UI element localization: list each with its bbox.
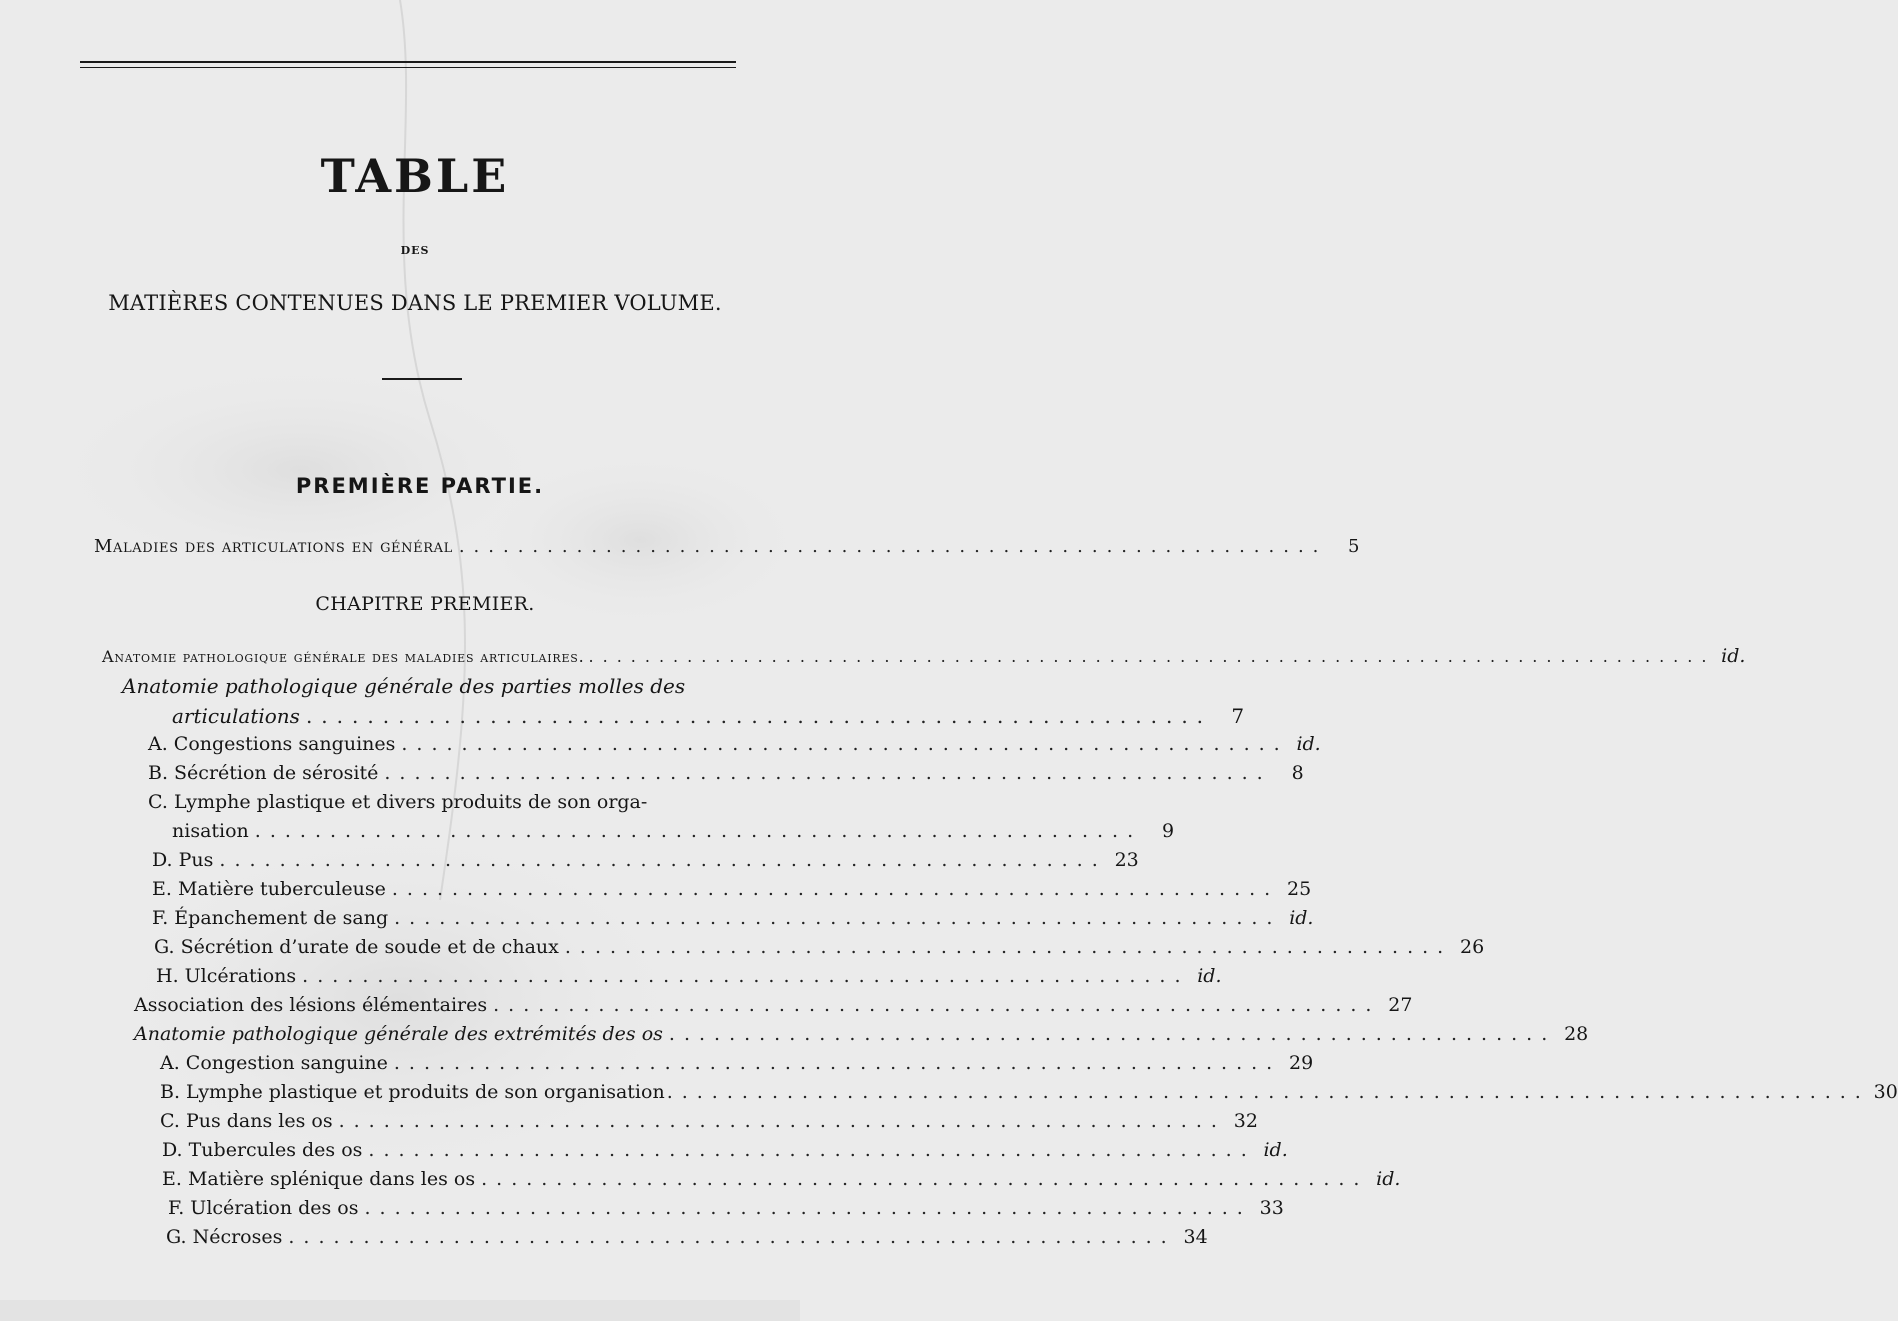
- leader-dots: ...........................................................: [288, 1226, 1176, 1248]
- leader-dots: ...........................................................: [493, 994, 1381, 1016]
- entry-page: 27: [1388, 994, 1413, 1016]
- leader-dots: ...........................................................: [668, 1023, 1557, 1045]
- toc-entry: [134, 1023, 1589, 1045]
- entry-page: 29: [1289, 1052, 1314, 1074]
- entry-label: Anatomie pathologique générale des extrémités des os: [134, 1023, 663, 1045]
- entry-page: 28: [1564, 1023, 1589, 1045]
- entry-page: 9: [1162, 820, 1175, 842]
- entry-label: A. Congestion sanguine: [160, 1052, 388, 1074]
- leader-dots: ...........................................................: [302, 965, 1190, 987]
- soft-parts-heading-line2: articulations: [172, 704, 300, 728]
- toc-entry: [134, 994, 1413, 1016]
- entry-label: E. Matière tuberculeuse: [152, 878, 386, 900]
- entry-label: G. Nécroses: [166, 1226, 283, 1248]
- leader-dots: ...........................................................: [394, 907, 1282, 929]
- top-rule: [80, 61, 736, 63]
- leader-dots: ...........................................................: [401, 733, 1289, 755]
- entry-label: E. Matière splénique dans les os: [162, 1168, 476, 1190]
- leader-dots: ................................................................................: [666, 1081, 1870, 1103]
- entry-label: C. Lymphe plastique et divers produits de son orga-: [148, 791, 648, 813]
- entry-label: F. Épanchement de sang: [152, 907, 389, 929]
- entry-label: C. Pus dans les os: [160, 1110, 333, 1132]
- entry-page: id.: [1376, 1168, 1401, 1190]
- toc-entry: [166, 1226, 1208, 1248]
- toc-entry: [162, 1139, 1288, 1161]
- leader-dots: ...........................................................: [564, 936, 1453, 958]
- soft-parts-page: 7: [1231, 704, 1245, 728]
- entry-page: id.: [1296, 733, 1321, 755]
- entry-page: 23: [1114, 849, 1139, 871]
- leader-dots: ...........................................................: [305, 704, 1213, 728]
- leader-dots: ...........................................................: [368, 1139, 1256, 1161]
- entry-page: 8: [1291, 762, 1304, 784]
- entry-page: id.: [1289, 907, 1314, 929]
- entry-page: 26: [1460, 936, 1485, 958]
- entry-label: B. Lymphe plastique et produits de son organisation: [160, 1081, 665, 1103]
- leader-dots: ...........................................................: [393, 1052, 1282, 1074]
- entry-page: 34: [1183, 1226, 1208, 1248]
- leader-dots: ...........................................................: [458, 536, 1328, 557]
- toc-entry: [152, 907, 1314, 929]
- soft-parts-heading-line1: Anatomie pathologique générale des parties molles des: [122, 674, 686, 698]
- leader-dots: ...........................................................: [481, 1168, 1369, 1190]
- entry-label: F. Ulcération des os: [168, 1197, 359, 1219]
- toc-entry: [148, 733, 1321, 755]
- entry-page: 32: [1233, 1110, 1258, 1132]
- toc-entry: [152, 878, 1312, 900]
- chapter-heading-entry: [102, 645, 1746, 667]
- leader-dots: ...........................................................: [254, 820, 1143, 842]
- entry-label: D. Tubercules des os: [162, 1139, 363, 1161]
- toc-entry: [152, 849, 1139, 871]
- section-page: 5: [1347, 536, 1360, 557]
- entry-label: H. Ulcérations: [156, 965, 297, 987]
- chapter-heading-page: id.: [1721, 645, 1746, 667]
- leader-dots: ................................................................................: [588, 647, 1716, 666]
- entry-page: 30: [1873, 1081, 1898, 1103]
- top-rule-thin: [80, 67, 736, 68]
- divider-rule: [382, 378, 462, 380]
- section-label: Maladies des articulations en général: [94, 536, 453, 557]
- soft-parts-heading-entry: [172, 704, 1245, 728]
- leader-dots: ...........................................................: [364, 1197, 1252, 1219]
- toc-entry: [160, 1052, 1314, 1074]
- toc-entry: [172, 820, 1175, 842]
- toc-entry: [160, 1110, 1258, 1132]
- page-subtitle: MATIÈRES CONTENUES DANS LE PREMIER VOLUME.: [108, 291, 722, 315]
- toc-entry: [156, 965, 1222, 987]
- toc-entry: [160, 1081, 1898, 1103]
- entry-label: A. Congestions sanguines: [148, 733, 396, 755]
- entry-label: Association des lésions élémentaires: [134, 994, 488, 1016]
- page-title: TABLE: [320, 149, 510, 203]
- chapter-title: CHAPITRE PREMIER.: [315, 593, 535, 615]
- title-connector: DES: [400, 244, 430, 257]
- entry-page: id.: [1197, 965, 1222, 987]
- entry-label-continued: nisation: [172, 820, 249, 842]
- chapter-heading-label: Anatomie pathologique générale des maladies articulaires.: [102, 647, 585, 666]
- toc-entry: [168, 1197, 1284, 1219]
- entry-page: id.: [1263, 1139, 1288, 1161]
- section-entry: [94, 536, 1360, 557]
- entry-label: D. Pus: [152, 849, 214, 871]
- entry-label: B. Sécrétion de sérosité: [148, 762, 379, 784]
- entry-page: 33: [1259, 1197, 1284, 1219]
- leader-dots: ...........................................................: [391, 878, 1280, 900]
- toc-entry: [162, 1168, 1401, 1190]
- part-title: PREMIÈRE PARTIE.: [295, 474, 545, 498]
- entry-label: G. Sécrétion d’urate de soude et de chaux: [154, 936, 559, 958]
- leader-dots: ...........................................................: [219, 849, 1107, 871]
- toc-entry: [148, 762, 1304, 784]
- toc-entry: [154, 936, 1485, 958]
- leader-dots: ...........................................................: [338, 1110, 1226, 1132]
- leader-dots: ...........................................................: [384, 762, 1272, 784]
- entry-page: 25: [1287, 878, 1312, 900]
